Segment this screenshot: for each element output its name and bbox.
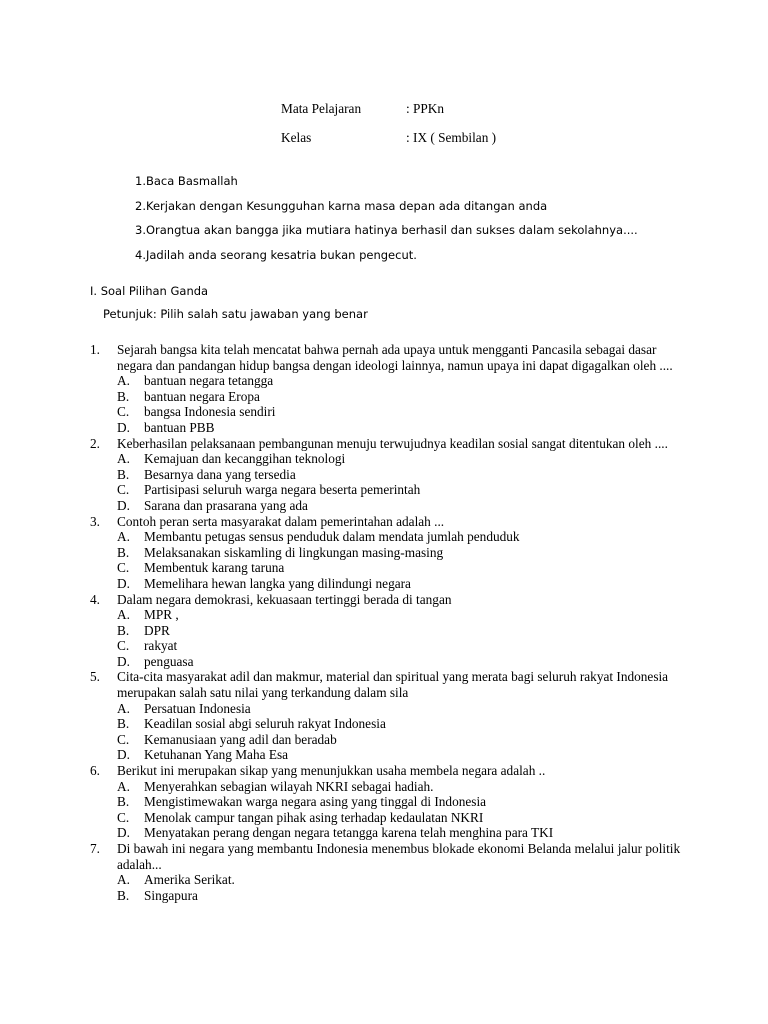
question-text: Dalam negara demokrasi, kekuasaan tertinggi berada di tangan (117, 591, 452, 607)
answer-option (117, 404, 690, 420)
option-text: Kemajuan dan kecanggihan teknologi (144, 451, 346, 467)
option-text: Singapura (144, 887, 198, 903)
answer-option (117, 825, 690, 841)
class-value: : IX ( Sembilan ) (406, 130, 497, 145)
option-text: Sarana dan prasarana yang ada (144, 497, 308, 513)
class-label: Kelas (281, 130, 312, 145)
answer-option (117, 638, 690, 654)
answer-option (117, 467, 690, 483)
answer-option (117, 545, 690, 561)
option-text: bangsa Indonesia sendiri (144, 404, 276, 420)
answer-option (117, 482, 690, 498)
question-text: Contoh peran serta masyarakat dalam pemerintahan adalah ... (117, 513, 445, 529)
option-text: Menyatakan perang dengan negara tetangga karena telah menghina para TKI (144, 825, 554, 841)
option-text: Ketuhanan Yang Maha Esa (144, 747, 289, 763)
answer-option (117, 529, 690, 545)
option-letter: B. (117, 887, 130, 903)
question-text: Cita-cita masyarakat adil dan makmur, material dan spiritual yang merata bagi seluruh rakyat Indonesia merupakan salah satu nilai yang terkandung dalam sila (117, 669, 669, 701)
question-item (90, 514, 690, 592)
answer-option (117, 498, 690, 514)
option-letter: A. (117, 607, 130, 623)
question-item (90, 763, 690, 841)
option-text: Menyerahkan sebagian wilayah NKRI sebagai hadiah. (144, 778, 434, 794)
question-text: Di bawah ini negara yang membantu Indonesia menembus blokade ekonomi Belanda melalui jalur politik adalah... (117, 841, 681, 872)
option-list (117, 451, 690, 513)
section-title: I. Soal Pilihan Ganda (90, 284, 209, 298)
option-text: bantuan PBB (144, 419, 215, 435)
option-text: Keadilan sosial abgi seluruh rakyat Indonesia (144, 716, 386, 732)
answer-option (117, 779, 690, 795)
option-letter: D. (117, 575, 130, 591)
question-list (90, 342, 690, 903)
answer-option (117, 373, 690, 389)
option-letter: D. (117, 747, 130, 763)
option-text: rakyat (144, 638, 178, 654)
answer-option (117, 576, 690, 592)
answer-option (117, 872, 690, 888)
answer-option (117, 810, 690, 826)
instruction-item: 2.Kerjakan dengan Kesungguhan karna masa depan ada ditangan anda (135, 198, 548, 213)
question-item (90, 436, 690, 514)
question-text: Keberhasilan pelaksanaan pembangunan menuju terwujudnya keadilan sosial sangat ditentukan oleh .... (117, 435, 668, 451)
option-letter: B. (117, 466, 130, 482)
option-text: Melaksanakan siskamling di lingkungan masing-masing (144, 544, 444, 560)
option-letter: C. (117, 560, 130, 576)
option-text: Kemanusiaan yang adil dan beradab (144, 731, 337, 747)
option-text: Menolak campur tangan pihak asing terhadap kedaulatan NKRI (144, 809, 484, 825)
answer-option (117, 607, 690, 623)
instructions-list (135, 173, 638, 271)
option-text: Besarnya dana yang tersedia (144, 466, 296, 482)
question-item (90, 841, 690, 903)
option-text: MPR , (144, 607, 179, 623)
subject-value: : PPKn (406, 101, 445, 116)
question-item (90, 592, 690, 670)
answer-option (117, 623, 690, 639)
instruction-item: 4.Jadilah anda seorang kesatria bukan pengecut. (135, 247, 417, 262)
answer-option (117, 389, 690, 405)
option-letter: C. (117, 731, 130, 747)
option-text: Partisipasi seluruh warga negara beserta pemerintah (144, 482, 421, 498)
option-letter: B. (117, 794, 130, 810)
subject-label: Mata Pelajaran (281, 101, 362, 116)
option-list (117, 529, 690, 591)
option-letter: A. (117, 700, 130, 716)
answer-option (117, 701, 690, 717)
answer-option (117, 732, 690, 748)
option-letter: D. (117, 825, 130, 841)
option-list (117, 779, 690, 841)
option-text: Persatuan Indonesia (144, 700, 251, 716)
answer-option (117, 560, 690, 576)
question-number: 6. (90, 763, 100, 779)
question-item (90, 669, 690, 763)
option-text: Memelihara hewan langka yang dilindungi negara (144, 575, 411, 591)
option-list (117, 701, 690, 763)
option-letter: C. (117, 809, 130, 825)
option-letter: B. (117, 388, 130, 404)
question-number: 3. (90, 513, 100, 529)
option-letter: A. (117, 778, 130, 794)
answer-option (117, 654, 690, 670)
option-letter: A. (117, 872, 130, 888)
option-list (117, 373, 690, 435)
option-letter: B. (117, 716, 130, 732)
answer-option (117, 794, 690, 810)
question-text: Sejarah bangsa kita telah mencatat bahwa pernah ada upaya untuk mengganti Pancasila sebagai dasar negara dan pandangan hidup bangsa dengan ideologi lainnya, namun upaya ini dapat digagalkan oleh .... (117, 342, 673, 373)
answer-option (117, 716, 690, 732)
option-letter: D. (117, 653, 130, 669)
instruction-item: 3.Orangtua akan bangga jika mutiara hatinya berhasil dan sukses dalam sekolahnya.... (135, 223, 638, 237)
option-list (117, 607, 690, 669)
question-number: 7. (90, 841, 100, 856)
option-letter: B. (117, 544, 130, 560)
option-text: DPR (144, 622, 170, 638)
option-letter: B. (117, 622, 130, 638)
option-text: Mengistimewakan warga negara asing yang tinggal di Indonesia (144, 794, 487, 810)
question-item (90, 342, 690, 436)
option-text: bantuan negara Eropa (144, 388, 260, 404)
option-list (117, 872, 690, 903)
question-number: 1. (90, 342, 100, 357)
question-number: 4. (90, 591, 100, 607)
question-number: 5. (90, 669, 100, 685)
answer-option (117, 451, 690, 467)
section-directions: Petunjuk: Pilih salah satu jawaban yang benar (103, 307, 368, 321)
option-letter: D. (117, 419, 130, 435)
option-letter: C. (117, 638, 130, 654)
instruction-item: 1.Baca Basmallah (135, 174, 238, 188)
option-text: penguasa (144, 653, 194, 669)
option-letter: A. (117, 529, 130, 545)
answer-option (117, 888, 690, 904)
option-letter: C. (117, 482, 130, 498)
option-letter: A. (117, 373, 130, 389)
answer-option (117, 420, 690, 436)
option-text: Membentuk karang taruna (144, 560, 285, 576)
question-number: 2. (90, 435, 100, 451)
answer-option (117, 747, 690, 763)
option-letter: A. (117, 451, 130, 467)
option-letter: C. (117, 404, 130, 420)
option-text: Amerika Serikat. (144, 872, 235, 888)
question-text: Berikut ini merupakan sikap yang menunjukkan usaha membela negara adalah .. (117, 763, 546, 779)
option-letter: D. (117, 497, 130, 513)
option-text: bantuan negara tetangga (144, 373, 274, 389)
option-text: Membantu petugas sensus penduduk dalam mendata jumlah penduduk (144, 529, 520, 545)
